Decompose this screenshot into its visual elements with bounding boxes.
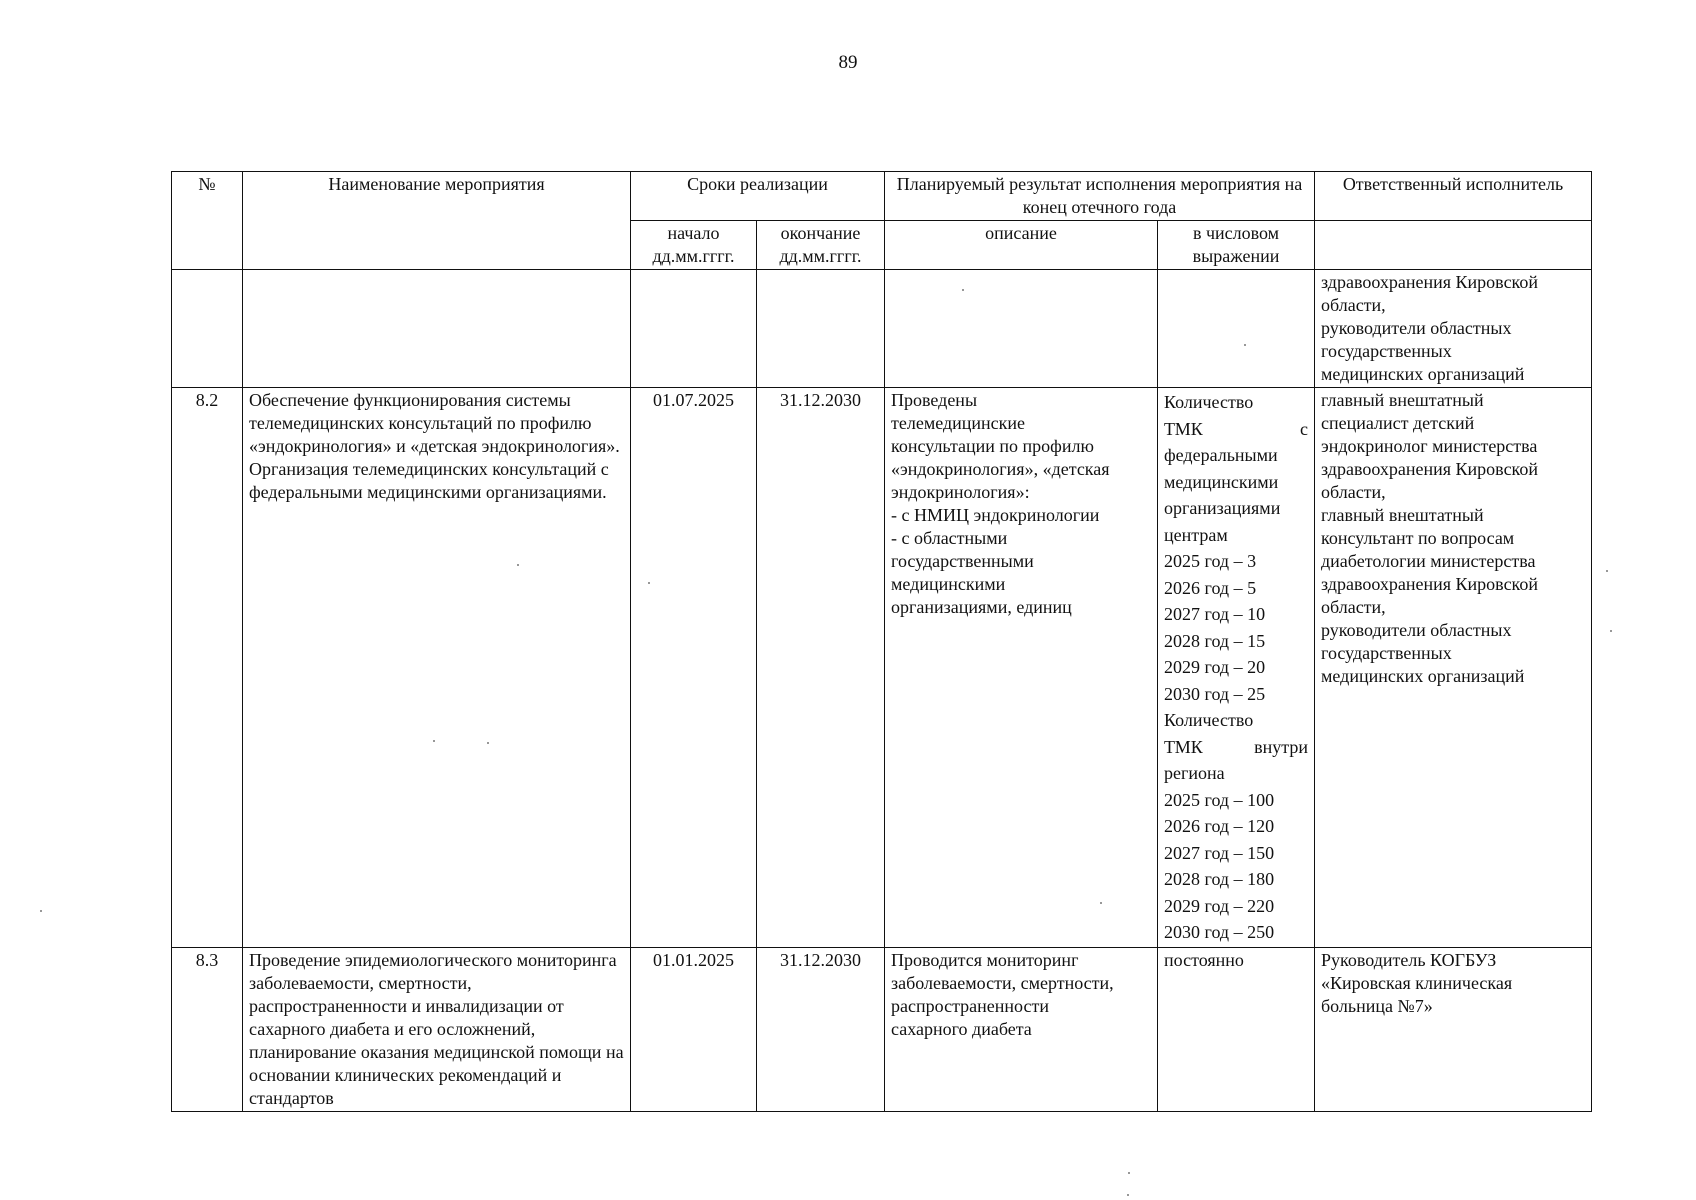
header-terms: Сроки реализации [631,172,885,221]
numeric-line: Количество [1164,710,1254,730]
table-row-continuation [172,270,1592,388]
table-row-8-3 [172,947,1592,1111]
numeric-line: региона [1164,763,1225,783]
cell-end: 31.12.2030 [757,947,885,1111]
numeric-line: 2030 год – 250 [1164,922,1275,942]
scan-speck [1100,902,1102,904]
cell-start: 01.07.2025 [631,388,757,948]
numeric-line: 2027 год – 150 [1164,842,1275,863]
header-end: окончание дд.мм.гггг. [757,221,885,270]
page-number: 89 [838,52,858,73]
cell-num: 8.3 [172,947,243,1111]
scan-speck [1127,1194,1129,1196]
numeric-line: 2028 год – 15 [1164,630,1266,651]
header-description: описание [885,221,1158,270]
cell-empty [1158,270,1315,388]
header-responsible-empty [1315,221,1592,270]
cell-numeric: постоянно [1158,947,1315,1111]
cell-responsible: главный внештатный специалист детский эндокринолог министерства здравоохранения Кировской области, главный внештатный консультант по вопросам диабетологии министерства здравоохранения Кировской области, руководители областных государственных медицинских организаций [1315,388,1592,948]
header-responsible: Ответственный исполнитель [1315,172,1592,221]
cell-empty [243,270,631,388]
header-num: № [172,172,243,270]
scan-speck [487,742,489,744]
numeric-line: 2029 год – 220 [1164,895,1275,916]
cell-name: Проведение эпидемиологического мониторинга заболеваемости, смертности, распространенности и инвалидизации от сахарного диабета и его осложнений, планирование оказания медицинской помощи на основании клинических рекомендаций и стандартов [243,947,631,1111]
cell-empty [757,270,885,388]
scan-speck [962,289,964,291]
cell-description: Проводится мониторинг заболеваемости, смертности, распространенности сахарного диабета [885,947,1158,1111]
table-header [172,172,1592,270]
activities-table [171,171,1592,1112]
scan-speck [517,564,519,566]
numeric-line: центрам [1164,524,1228,545]
scan-speck [1244,344,1246,346]
cell-name: Обеспечение функционирования системы телемедицинских консультаций по профилю «эндокринология» и «детская эндокринология». Организация телемедицинских консультаций с федеральными медицинскими организациями. [243,388,631,948]
numeric-line: ТМК внутри [1164,736,1309,757]
scan-speck [1610,630,1612,632]
numeric-line: Количество [1164,392,1254,412]
cell-end: 31.12.2030 [757,388,885,948]
scan-speck [40,910,42,912]
numeric-line: 2030 год – 25 [1164,683,1266,704]
header-result: Планируемый результат исполнения мероприятия на конец отечного года [885,172,1315,221]
numeric-line: 2028 год – 180 [1164,869,1275,889]
cell-responsible: Руководитель КОГБУЗ «Кировская клиническая больница №7» [1315,947,1592,1111]
numeric-line: организациями [1164,498,1281,518]
cell-description: Проведены телемедицинские консультации по профилю «эндокринология», «детская эндокринология»: - с НМИЦ эндокринологии - с областными государственными медицинскими организациями, единиц [885,388,1158,948]
header-start: начало дд.мм.гггг. [631,221,757,270]
scan-speck [1606,570,1608,572]
cell-empty [631,270,757,388]
table-row-8-2 [172,388,1592,948]
scan-speck [433,740,435,742]
scan-speck [1128,1172,1130,1174]
numeric-line: медицинскими [1164,471,1279,492]
cell-numeric [1158,388,1315,948]
scan-speck [648,582,650,584]
numeric-line: 2025 год – 3 [1164,551,1257,571]
cell-empty [885,270,1158,388]
header-numeric: в числовом выражении [1158,221,1315,270]
cell-start: 01.01.2025 [631,947,757,1111]
cell-num: 8.2 [172,388,243,948]
numeric-line: ТМК с [1164,418,1309,439]
numeric-line: 2025 год – 100 [1164,789,1275,810]
cell-empty [172,270,243,388]
cell-responsible: здравоохранения Кировской области, руководители областных государственных медицинских организаций [1315,270,1592,388]
numeric-line: 2027 год – 10 [1164,604,1266,624]
header-name: Наименование мероприятия [243,172,631,270]
numeric-line: 2026 год – 5 [1164,577,1257,598]
numeric-line: 2026 год – 120 [1164,816,1275,836]
numeric-line: 2029 год – 20 [1164,657,1266,677]
numeric-line: федеральными [1164,445,1278,465]
